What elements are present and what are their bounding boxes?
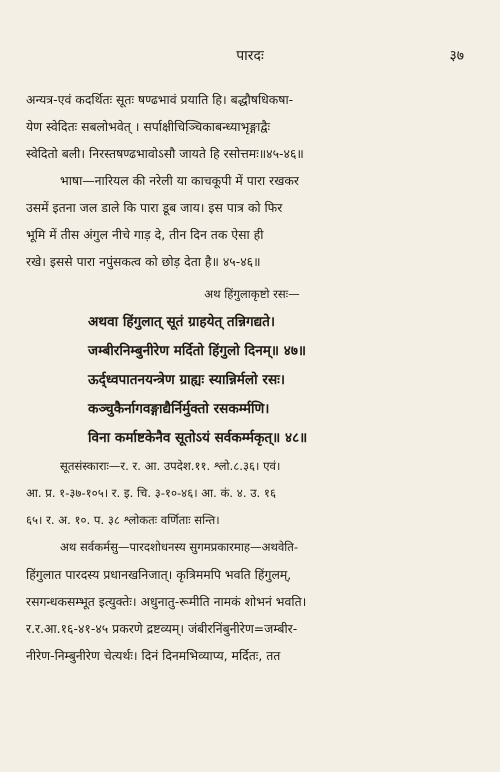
verse-line: विना कर्माष्टकेनैव सूतोऽयं सर्वकर्म्मकृत्॥ ४८॥ [88,430,308,446]
page-header [0,46,500,72]
text-line: स्वेदितो बली। निरस्तषण्ढभावोऽसौ जायते हि रसोत्तमः॥४५-४६॥ [26,146,304,161]
references-paragraph [26,453,478,534]
text-line: अन्यत्र-एवं कदर्थितः सूतः षण्ढभावं प्रयाति हि। बद्धौषधिकषा- [26,92,294,107]
running-title: पारदः [236,48,264,64]
verse-line: कञ्चुकैर्नागवङ्गाद्यैर्निर्मुक्तो रसकर्म्मणि। [88,401,270,417]
text-line: उसमें इतना जल डाले कि पारा डूब जाय। इस पात्र को फिर [26,200,283,215]
text-line: सूतसंस्काराः—र. र. आ. उपदेश.११. श्लो.८.३६। एवं। [60,459,281,473]
verse-line: ऊर्द्ध्वपातनयन्त्रेण ग्राह्यः स्यान्निर्मलो रसः। [88,372,286,388]
verse-block [26,308,478,453]
text-line: भूमि में तीस अंगुल नीचे गाड़ दे, तीन दिन तक ऐसा ही [26,227,264,242]
text-line: रसगन्धकसम्भूत इत्युक्तेः। अधुनातु-रूमीति नामकं शोभनं भवति। [26,594,307,609]
text-line: रखे। इससे पारा नपुंसकत्व को छोड़ देता है॥ ४५-४६॥ [26,254,261,269]
verse-line: जम्बीरनिम्बुनीरेण मर्दितो हिंगुलो दिनम्॥ ४७॥ [88,343,307,359]
text-line: भाषा—नारियल की नरेली या काचकूपी में पारा रखकर [60,173,299,188]
text-line: ६५। र. अ. १०. प. ३८ श्लोकतः वर्णिताः सन्ति। [26,513,220,527]
commentary-paragraph [26,534,478,669]
hindi-bhasha-paragraph [26,167,478,275]
section-heading: अथ हिंगुलाकृष्टो रसः— [204,287,300,301]
text-line: हिंगुलात पारदस्य प्रधानखनिजात्। कृत्रिममपि भवति हिंगुलम्, [26,567,292,582]
page-body [26,86,478,669]
text-line: आ. प्र. १-३७-१०५। र. इ. चि. ३-१०-४६। आ. कं. ४. उ. १६ [26,486,276,500]
verse-line: अथवा हिंगुलात् सूतं ग्राहयेत् तन्निगद्यते। [88,314,276,330]
page-number: ३७ [449,48,464,64]
text-line: येण स्वेदितः सबलोभवेत् । सर्पाक्षीचिञ्चिकाबन्ध्याभृङ्गाद्वैः [26,119,270,134]
text-line: अथ सर्वकर्मसु—पारदशोधनस्य सुगमप्रकारमाह—अथवेति- [60,540,299,554]
sanskrit-paragraph [26,86,478,167]
text-line: र.र.आ.१६-४१-४५ प्रकरणे द्रष्टव्यम्। जंबीरनिंबुनीरेण=जम्बीर- [26,621,298,636]
text-line: नीरेण-निम्बुनीरेण चेत्यर्थः। दिनं दिनमभिव्याप्य, मर्दितः, तत [26,648,281,663]
